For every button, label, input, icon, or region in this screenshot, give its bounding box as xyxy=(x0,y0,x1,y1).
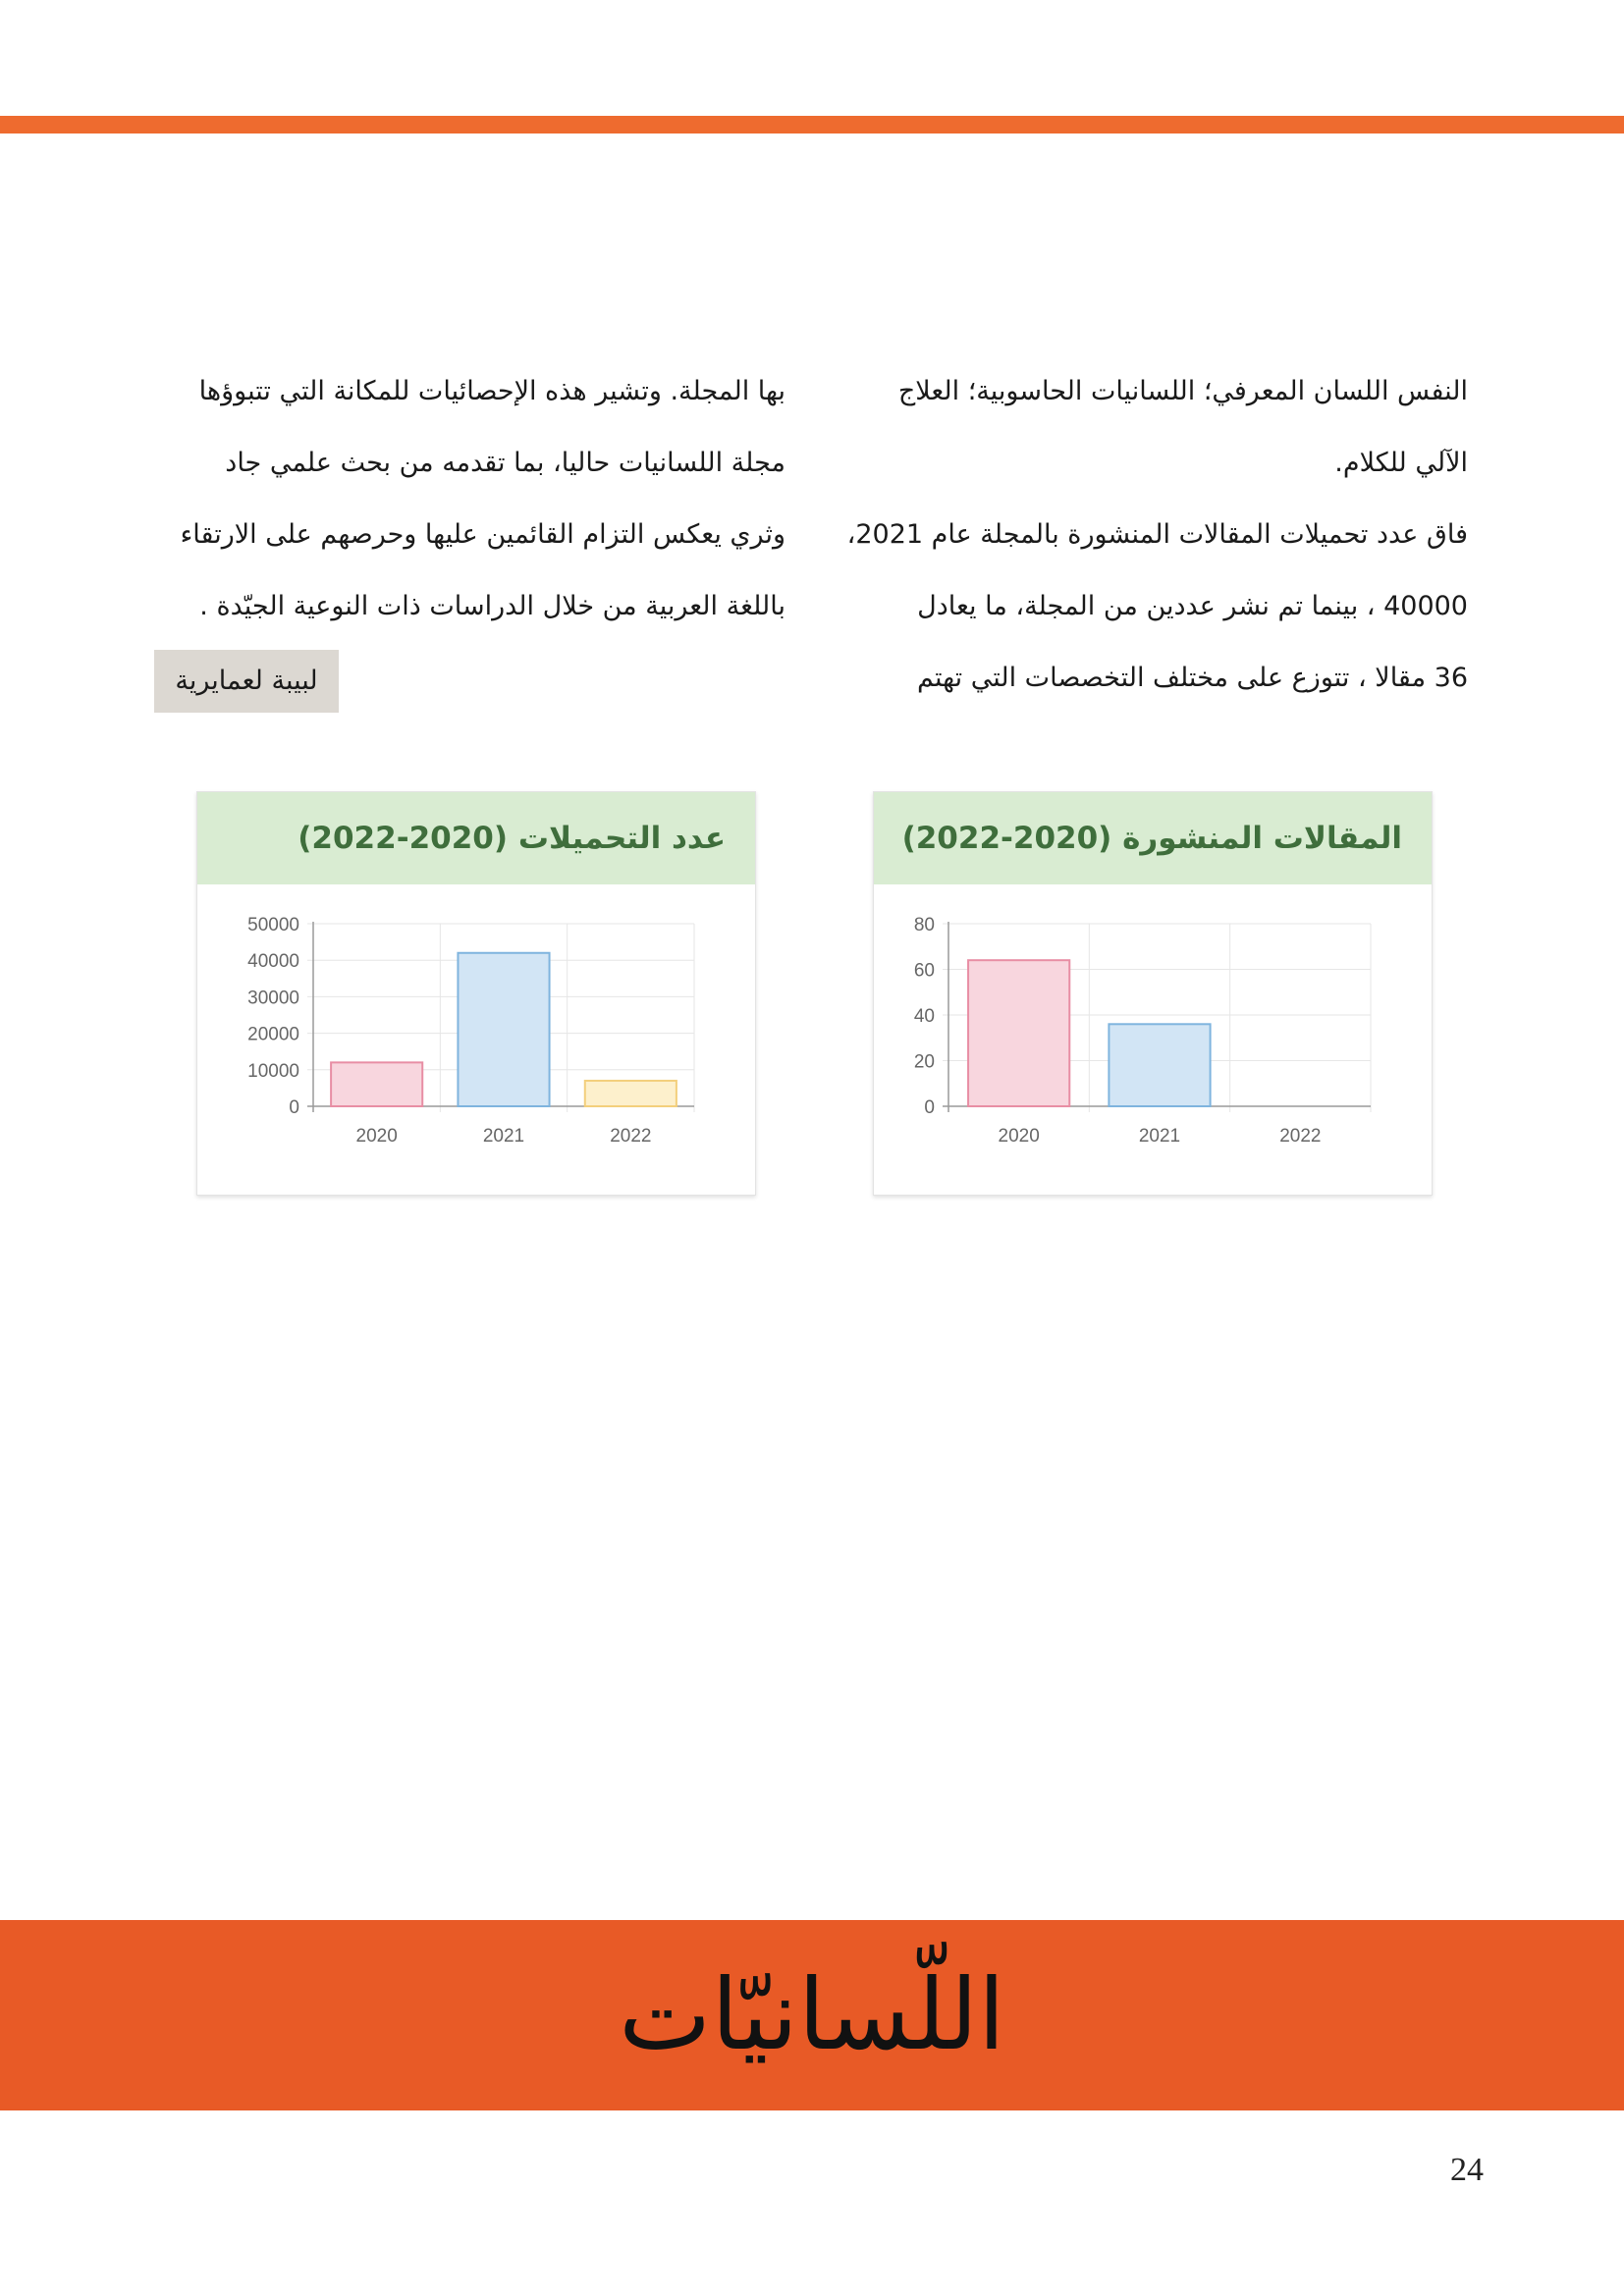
bar-2021 xyxy=(1109,1024,1210,1106)
bar-2021 xyxy=(458,953,549,1106)
body-line: مجلة اللسانيات حاليا، بما تقدمه من بحث علمي جاد xyxy=(225,448,785,478)
y-tick-label: 20000 xyxy=(247,1024,299,1045)
author-name: لبيبة لعمايرية xyxy=(154,650,339,713)
body-line: 40000 ، بينما تم نشر عددين من المجلة، ما يعادل xyxy=(917,591,1468,621)
x-tick-label: 2022 xyxy=(610,1126,652,1147)
x-tick-label: 2020 xyxy=(355,1126,398,1147)
y-tick-label: 30000 xyxy=(247,988,299,1009)
y-tick-label: 60 xyxy=(913,960,935,982)
top-accent-bar xyxy=(0,116,1624,133)
y-tick-label: 80 xyxy=(913,915,935,935)
x-tick-label: 2021 xyxy=(482,1126,525,1147)
downloads-chart-card xyxy=(196,791,756,1196)
x-tick-label: 2020 xyxy=(998,1126,1040,1147)
text-column-right xyxy=(837,355,1468,714)
body-line: 36 مقالا ، تتوزع على مختلف التخصصات التي تهتم xyxy=(917,663,1468,693)
y-tick-label: 20 xyxy=(913,1051,935,1073)
bar-2020 xyxy=(968,960,1069,1106)
y-tick-label: 40000 xyxy=(247,951,299,973)
journal-logo: اللّسانيّات xyxy=(619,1957,1005,2072)
footer-band xyxy=(0,1920,1624,2110)
chart-title: عدد التحميلات (2020-2022) xyxy=(197,792,755,884)
chart-title: المقالات المنشورة (2020-2022) xyxy=(874,792,1432,884)
page-number: 24 xyxy=(1450,2152,1484,2188)
bar-2020 xyxy=(331,1062,422,1106)
body-line: الآلي للكلام. xyxy=(1334,448,1468,478)
articles-chart-card xyxy=(873,791,1433,1196)
x-tick-label: 2022 xyxy=(1279,1126,1322,1147)
body-line: بها المجلة. وتشير هذه الإحصائيات للمكانة التي تتبوؤها xyxy=(198,376,785,406)
body-line: النفس اللسان المعرفي؛ اللسانيات الحاسوبية؛ العلاج xyxy=(897,376,1468,406)
x-tick-label: 2021 xyxy=(1138,1126,1181,1147)
bar-2022 xyxy=(585,1081,677,1106)
y-tick-label: 10000 xyxy=(247,1060,299,1082)
text-column-left xyxy=(152,355,785,642)
y-tick-label: 50000 xyxy=(247,915,299,935)
body-line: باللغة العربية من خلال الدراسات ذات النوعية الجيّدة . xyxy=(199,591,785,621)
body-line: فاق عدد تحميلات المقالات المنشورة بالمجلة عام 2021، xyxy=(846,519,1468,550)
y-tick-label: 40 xyxy=(913,1006,935,1027)
y-tick-label: 0 xyxy=(289,1097,299,1118)
downloads-bar-chart xyxy=(197,884,755,1195)
articles-bar-chart xyxy=(874,884,1432,1195)
y-tick-label: 0 xyxy=(924,1097,935,1118)
body-line: وثري يعكس التزام القائمين عليها وحرصهم على الارتقاء xyxy=(180,519,785,550)
